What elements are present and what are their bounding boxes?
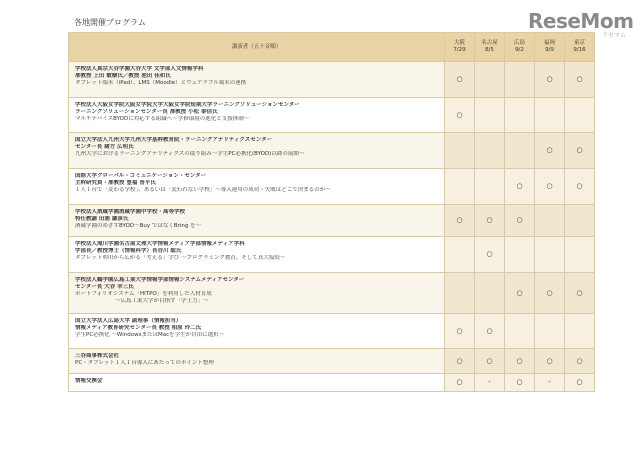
logo-subtitle: リセマム (602, 32, 626, 39)
table-row (69, 237, 595, 273)
venue-date: 8/5 (485, 47, 494, 53)
venue-city: 広島 (513, 40, 525, 46)
speaker-cell (69, 98, 445, 133)
venue-mark-cell: ○ (565, 273, 595, 314)
speaker-affiliation-line: 三谷商事株式会社 (75, 353, 120, 359)
speaker-affiliation-line: 国立大学法人広島大学 副理事（情報担当） (75, 318, 182, 324)
venue-mark-cell (535, 98, 565, 133)
speaker-cell (69, 314, 445, 349)
venue-mark-cell: ○ (445, 98, 475, 133)
venue-mark-cell (475, 62, 505, 98)
speaker-cell (69, 374, 445, 392)
talk-title-line: PC・タブレット１人１台導入にあたってのポイント整理 (75, 360, 214, 366)
program-table (68, 32, 595, 392)
venue-mark-cell: ○ (475, 237, 505, 273)
talk-title-line: マルチデバイスBYODに対応する組織へ～学修環境の進化と支援体制～ (75, 116, 250, 122)
venue-mark-cell (475, 169, 505, 205)
table-row (69, 349, 595, 374)
venue-mark-cell: ○ (535, 273, 565, 314)
venue-mark-cell (535, 314, 565, 349)
venue-mark-cell: ○ (535, 349, 565, 374)
talk-title-line: １人１台で「変わる学校」、あるいは「変われない学校」～導入運用の成功・失敗はどこで決まるのか～ (75, 187, 331, 193)
talk-title-line: タブレット端末（iPad）、LMS（Moodle）とウェアラブル端末の連携 (75, 80, 247, 86)
venue-mark-cell (565, 314, 595, 349)
venue-city: 福岡 (543, 40, 555, 46)
speaker-affiliation-line: 学部長／教授博士（情報科学）長谷川 聡氏 (75, 248, 182, 254)
venue-mark-cell: ○ (535, 133, 565, 169)
venue-mark-cell: ○ (565, 62, 595, 98)
venue-mark-cell (505, 314, 535, 349)
venue-city: 東京 (573, 40, 585, 46)
venue-mark-cell (565, 205, 595, 237)
venue-mark-cell (535, 237, 565, 273)
speaker-affiliation-line: 国立大学法人九州大学九州大学基幹教育院・ラーニングアナリティクスセンター (75, 137, 273, 143)
venue-mark-cell: ○ (445, 62, 475, 98)
venue-mark-cell: ○ (475, 349, 505, 374)
venue-mark-cell: ○ (565, 374, 595, 392)
speaker-cell (69, 349, 445, 374)
venue-mark-cell (505, 98, 535, 133)
venue-mark-cell: ○ (505, 374, 535, 392)
speaker-cell (69, 62, 445, 98)
talk-title-line: 学生PC必携化 ～WindowsまたはMacを学生が自由に選択～ (75, 332, 225, 338)
venue-mark-cell (535, 205, 565, 237)
venue-mark-cell: ○ (535, 169, 565, 205)
speaker-cell (69, 133, 445, 169)
venue-mark-cell: ○ (505, 169, 535, 205)
venue-mark-cell: ○ (565, 349, 595, 374)
venue-mark-cell: ○ (565, 133, 595, 169)
venue-header (445, 33, 475, 62)
table-row (69, 314, 595, 349)
venue-mark-cell (565, 98, 595, 133)
venue-mark-cell: - (535, 374, 565, 392)
speaker-affiliation-line: 学校法人滝川学園名古屋文理大学情報メディア学部情報メディア学科 (75, 241, 245, 247)
venue-mark-cell: ○ (445, 349, 475, 374)
table-row (69, 169, 595, 205)
talk-title-line: タブレット利用から広がる「考える」学び ～プログラミング教育、そして真大接続～ (75, 255, 286, 261)
speaker-affiliation-line: 学校法人鶴学園広島工業大学情報学部情報システムメディアセンター (75, 277, 245, 283)
venue-mark-cell (565, 237, 595, 273)
venue-mark-cell (445, 237, 475, 273)
speaker-affiliation-line: センター長 大谷 幸三氏 (75, 284, 134, 290)
speaker-affiliation-line: ラーニングソリューションセンター長 准教授 小松 泰信氏 (75, 109, 218, 115)
speaker-affiliation-line: 国際大学グローバル・コミュニケーション・センター (75, 173, 207, 179)
venue-mark-cell: - (475, 374, 505, 392)
speaker-affiliation-line: 准教授 上田 敏樹氏／教授 池田 佳和氏 (75, 73, 171, 79)
venue-mark-cell: ○ (505, 273, 535, 314)
speaker-column-header: 講演者（五十音順） (69, 33, 445, 62)
talk-title-line: ～広島工業大学が目指す「学士力」～ (115, 298, 209, 304)
speaker-affiliation-line: 情報メディア教育研究センター長 教授 相原 玲二氏 (75, 325, 202, 331)
venue-mark-cell: ○ (505, 349, 535, 374)
table-header-row (69, 33, 595, 62)
speaker-affiliation-line: 学校法人真宗大谷学園大谷大学 文学部人文情報学科 (75, 66, 204, 72)
venue-mark-cell (475, 133, 505, 169)
table-row (69, 98, 595, 133)
venue-city: 名古屋 (481, 40, 498, 46)
table-row (69, 273, 595, 314)
speaker-affiliation-line: 主幹研究員・准教授 豊福 晋平氏 (75, 180, 156, 186)
venue-date: 9/9 (545, 47, 554, 53)
table-row (69, 62, 595, 98)
speaker-cell (69, 169, 445, 205)
venue-mark-cell (445, 169, 475, 205)
venue-date: 7/29 (453, 47, 466, 53)
venue-mark-cell (505, 133, 535, 169)
speaker-cell (69, 273, 445, 314)
logo-wordmark: ReseMom (528, 9, 634, 33)
venue-date: 9/2 (515, 47, 524, 53)
venue-mark-cell (445, 133, 475, 169)
venue-header (535, 33, 565, 62)
table-row (69, 374, 595, 392)
venue-header (475, 33, 505, 62)
venue-mark-cell: ○ (445, 314, 475, 349)
talk-title-line: ポートフォリオシステム「HITPO」を利用した人材育成 (75, 291, 212, 297)
venue-header (565, 33, 595, 62)
venue-mark-cell (505, 62, 535, 98)
speaker-affiliation-line: センター長 緒方 広明氏 (75, 144, 134, 150)
venue-mark-cell: ○ (475, 205, 505, 237)
venue-mark-cell (445, 273, 475, 314)
talk-title-line: 酒蔵学園のめざすBYOD～Buy ではなくBring を～ (75, 223, 202, 229)
venue-mark-cell: ○ (445, 374, 475, 392)
talk-title-line: 九州大学におけるラーニングアナリティクスの取り組み～学生PC必携化(BYOD)以降の展開～ (75, 151, 305, 157)
venue-mark-cell: ○ (445, 205, 475, 237)
venue-mark-cell (505, 237, 535, 273)
speaker-affiliation-line: 情報交換会 (75, 378, 103, 384)
venue-mark-cell: ○ (475, 314, 505, 349)
speaker-cell (69, 205, 445, 237)
speaker-cell (69, 237, 445, 273)
table-row (69, 133, 595, 169)
venue-mark-cell (475, 98, 505, 133)
speaker-affiliation-line: 学校法人大阪女学院大阪女学院大学大阪女学院短期大学ラーニングソリューションセンター (75, 102, 300, 108)
venue-header (505, 33, 535, 62)
venue-city: 大阪 (453, 40, 465, 46)
venue-mark-cell: ○ (565, 169, 595, 205)
speaker-affiliation-line: 学校法人酒蔵学園酒蔵学園中学校・高等学校 (75, 209, 186, 215)
venue-mark-cell (475, 273, 505, 314)
table-row (69, 205, 595, 237)
page-title: 各地開催プログラム (74, 18, 146, 27)
speaker-affiliation-line: 特任教諭 田浦 謙彦氏 (75, 216, 129, 222)
venue-date: 9/16 (573, 47, 586, 53)
venue-mark-cell: ○ (505, 205, 535, 237)
venue-mark-cell: ○ (535, 62, 565, 98)
